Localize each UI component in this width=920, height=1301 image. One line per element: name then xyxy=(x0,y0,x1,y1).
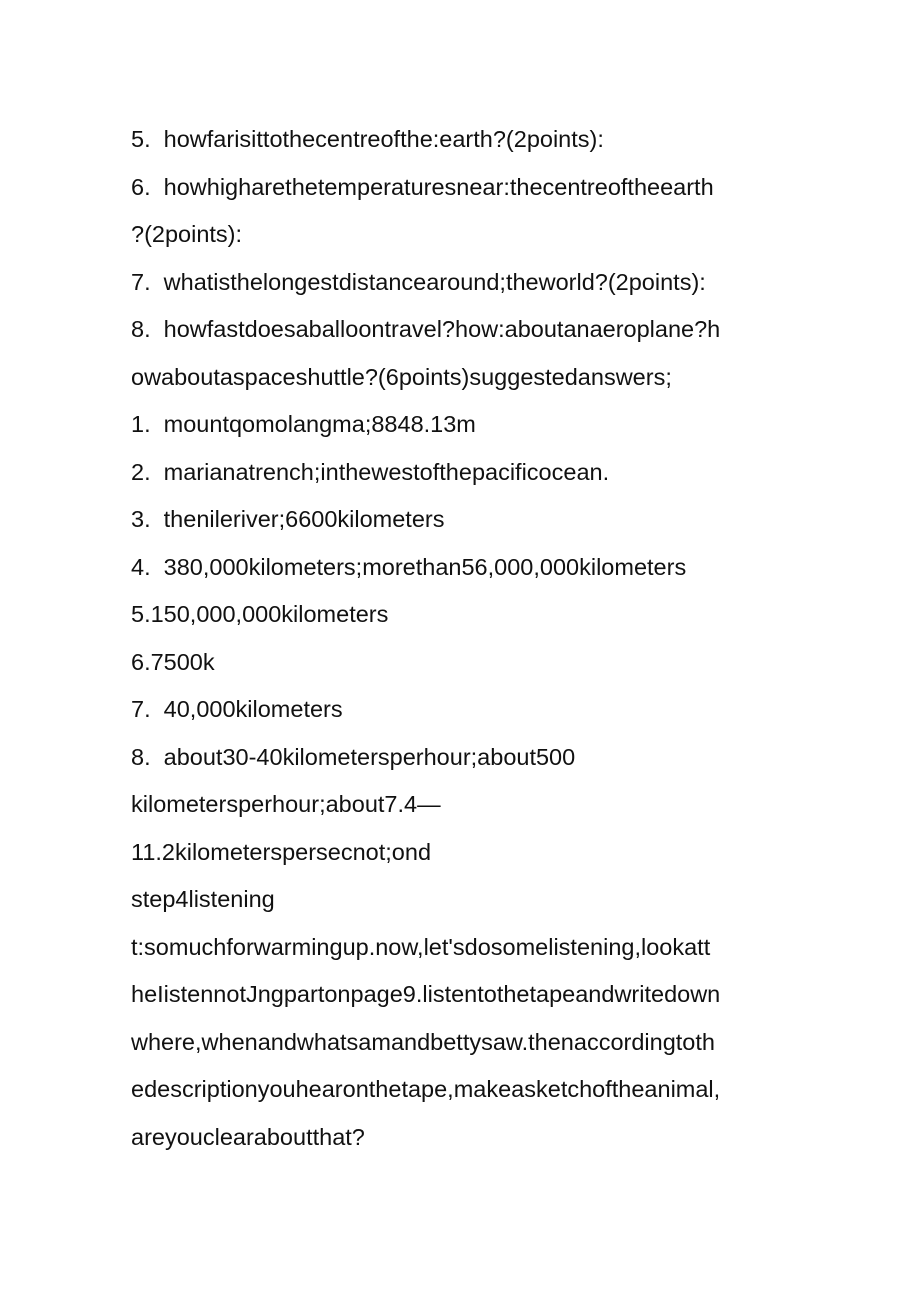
question-6-continued-line: ?(2points): xyxy=(131,221,243,247)
listening-paragraph-line: areyouclearaboutthat? xyxy=(131,1123,365,1150)
answer-5-line: 5.150,000,000kilometers xyxy=(131,601,389,627)
question-6-line: 6. howhigharethetemperaturesnear:thecentreoftheearth xyxy=(131,173,714,200)
document-body xyxy=(131,116,821,1161)
answer-3-line: 3. thenileriver;6600kilometers xyxy=(131,506,445,532)
answer-8-continued-line-2: 11.2kilometerspersecnot;ond xyxy=(131,838,432,865)
answer-2-line: 2. marianatrench;inthewestofthepacificocean. xyxy=(131,458,610,485)
question-7-line: 7. whatisthelongestdistancearound;theworld?(2points): xyxy=(131,268,706,295)
listening-paragraph-line: heIistennotJngpartonpage9.listentothetapeandwritedown xyxy=(131,981,721,1007)
question-8-continued-line: owaboutaspaceshuttle?(6points)suggestedanswers; xyxy=(131,363,672,390)
answer-1-line: 1. mountqomolangma;8848.13m xyxy=(131,411,476,437)
listening-paragraph-line: edescriptionyouhearonthetape,makeasketchoftheanimal, xyxy=(131,1076,721,1102)
listening-paragraph-line: where,whenandwhatsamandbettysaw.thenaccordingtoth xyxy=(131,1028,715,1055)
question-5-line: 5. howfarisittothecentreofthe:earth?(2points): xyxy=(131,126,604,152)
answer-7-line: 7. 40,000kilometers xyxy=(131,696,343,722)
answer-8-continued-line: kilometersperhour;about7.4— xyxy=(131,791,441,817)
answer-6-line: 6.7500k xyxy=(131,648,215,675)
step-4-heading: step4listening xyxy=(131,886,275,912)
answer-4-line: 4. 380,000kilometers;morethan56,000,000kilometers xyxy=(131,553,687,580)
answer-8-line: 8. about30-40kilometersperhour;about500 xyxy=(131,743,576,770)
listening-paragraph-line: t:somuchforwarmingup.now,let'sdosomelistening,lookatt xyxy=(131,933,711,960)
question-8-line: 8. howfastdoesaballoontravel?how:aboutanaeroplane?h xyxy=(131,316,721,342)
